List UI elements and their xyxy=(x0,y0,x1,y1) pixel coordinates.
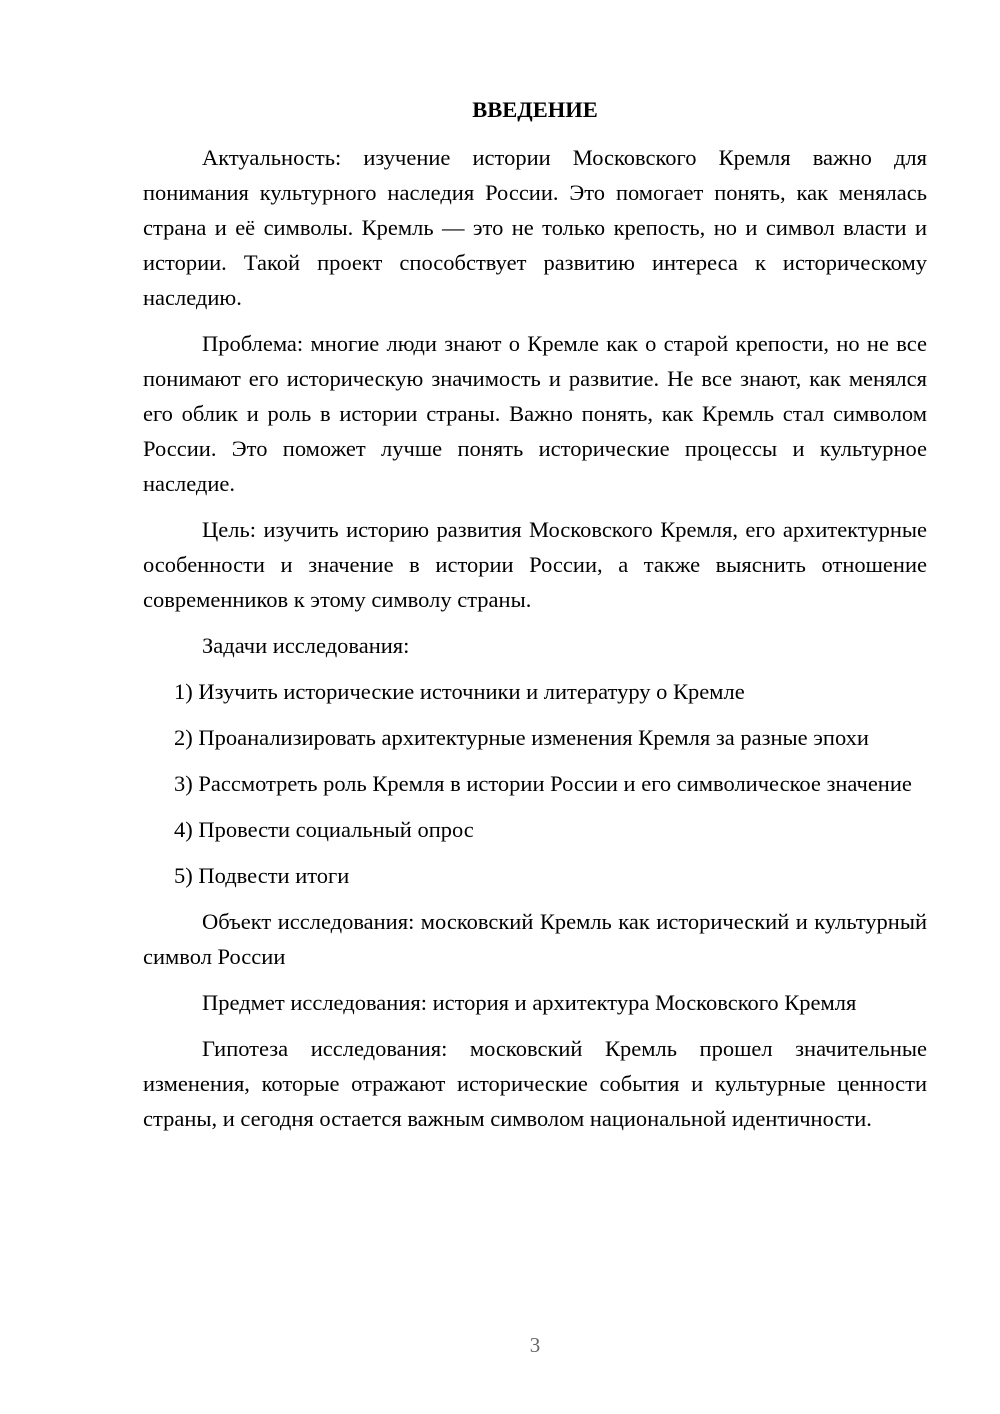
task-item-2: 2) Проанализировать архитектурные изменения Кремля за разные эпохи xyxy=(174,725,869,750)
task-item-4: 4) Провести социальный опрос xyxy=(174,817,474,842)
tasks-list xyxy=(143,674,927,893)
page-title: ВВЕДЕНИЕ xyxy=(472,97,598,122)
relevance-paragraph: Актуальность: изучение истории Московского Кремля важно для понимания культурного наследия России. Это помогает понять, как менялась страна и её символы. Кремль — это не только крепость, но и символ власти и истории. Такой проект способствует развитию интереса к историческому наследию. xyxy=(143,145,927,310)
goal-paragraph: Цель: изучить историю развития Московского Кремля, его архитектурные особенности и значение в истории России, а также выяснить отношение современников к этому символу страны. xyxy=(143,517,927,612)
task-item-5: 5) Подвести итоги xyxy=(174,863,350,888)
tasks-heading: Задачи исследования: xyxy=(202,633,410,658)
task-item-1: 1) Изучить исторические источники и литературу о Кремле xyxy=(174,679,745,704)
object-paragraph: Объект исследования: московский Кремль как исторический и культурный символ России xyxy=(143,909,927,969)
problem-paragraph: Проблема: многие люди знают о Кремле как о старой крепости, но не все понимают его историческую значимость и развитие. Не все знают, как менялся его облик и роль в истории страны. Важно понять, как Кремль стал символом России. Это поможет лучше понять исторические процессы и культурное наследие. xyxy=(143,331,927,496)
document-body xyxy=(143,92,927,1147)
hypothesis-paragraph: Гипотеза исследования: московский Кремль прошел значительные изменения, которые отражают исторические события и культурные ценности страны, и сегодня остается важным символом национальной идентичности. xyxy=(143,1036,927,1131)
task-item-3: 3) Рассмотреть роль Кремля в истории России и его символическое значение xyxy=(174,771,912,796)
page-number: 3 xyxy=(529,1333,541,1357)
subject-paragraph: Предмет исследования: история и архитектура Московского Кремля xyxy=(202,990,857,1015)
